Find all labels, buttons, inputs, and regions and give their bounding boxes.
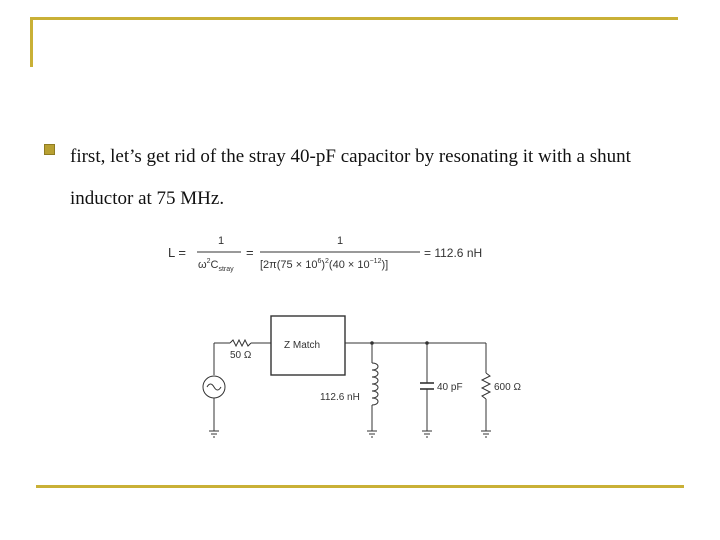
- formula-denominator-1: $\omega^2C_{stray}$: [198, 258, 234, 273]
- matching-circuit: [196, 305, 536, 455]
- frame-left-rule: [30, 17, 33, 67]
- formula-denominator-2: $[2\pi(75 \times 10^6)^2(40 \times 10^{-12})]$: [260, 258, 389, 271]
- frame-top-rule: [30, 17, 678, 20]
- inductor-symbol: [372, 363, 378, 405]
- load-resistor-symbol: [482, 373, 490, 399]
- formula-result: = 112.6 nH: [424, 246, 483, 260]
- inductor-label: 112.6 nH: [320, 392, 360, 403]
- source-resistor-symbol: [230, 340, 251, 346]
- formula-lhs: L =: [168, 245, 186, 260]
- source-resistor-label: 50 Ω: [230, 350, 252, 361]
- capacitor-label: 40 pF: [437, 382, 463, 393]
- formula-equals: =: [246, 245, 254, 260]
- ac-source-wave: [207, 384, 221, 390]
- inductance-formula: [168, 228, 508, 276]
- z-match-label: Z Match: [284, 340, 321, 351]
- frame-bottom-rule: [36, 485, 684, 488]
- junction-capacitor: [425, 341, 429, 345]
- junction-inductor: [370, 341, 374, 345]
- formula-numerator-2: 1: [337, 235, 344, 247]
- bullet-square-icon: [44, 144, 55, 155]
- load-resistor-label: 600 Ω: [494, 382, 521, 393]
- bullet-text: first, let’s get rid of the stray 40-pF capacitor by resonating it with a shunt inductor at 75 MHz.: [70, 146, 631, 209]
- formula-numerator-1: 1: [218, 235, 225, 247]
